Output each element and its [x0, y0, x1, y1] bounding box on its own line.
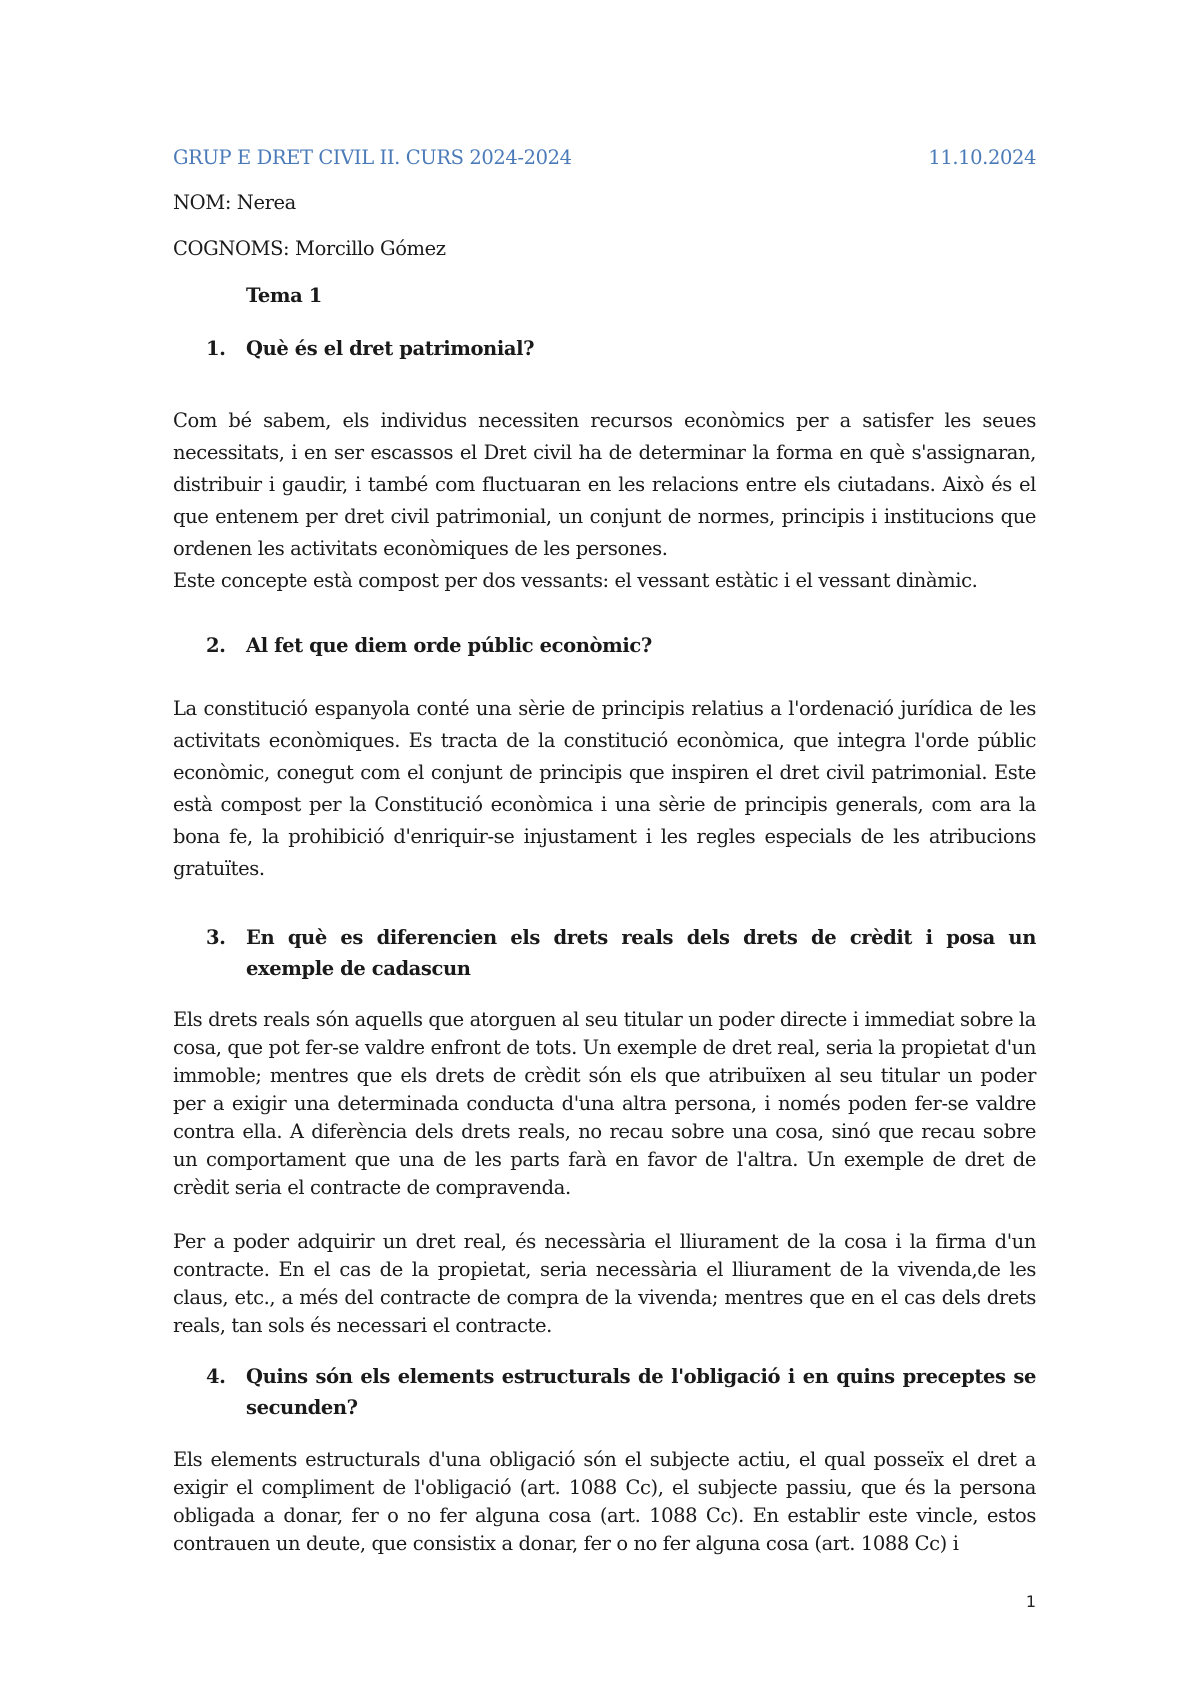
- question-text: En què es diferencien els drets reals dels drets de crèdit i posa un exemple de cadascun: [246, 926, 1036, 980]
- header-date: 11.10.2024: [928, 146, 1036, 169]
- document-header: [173, 146, 1036, 169]
- answer-3-paragraph-1: Els drets reals són aquells que atorguen al seu titular un poder directe i immediat sobre la cosa, que pot fer-se valdre enfront de tots. Un exemple de dret real, seria la propietat d'un immoble; mentres que els drets de crèdit són els que atribuïxen al seu titular un poder per a exigir una determinada conducta d'una altra persona, i només poden fer-se valdre contra ella. A diferència dels drets reals, no recau sobre una cosa, sinó que recau sobre un comportament que una de les parts farà en favor de l'altra. Un exemple de dret de crèdit seria el contracte de compravenda.: [173, 1008, 1036, 1199]
- answer-1-paragraph-2: Este concepte està compost per dos vessants: el vessant estàtic i el vessant dinàmic.: [173, 569, 978, 592]
- question-1: [206, 333, 1036, 364]
- topic-heading: Tema 1: [246, 284, 322, 307]
- student-surnames: COGNOMS: Morcillo Gómez: [173, 237, 446, 260]
- question-4: [206, 1361, 1036, 1423]
- question-number: 3.: [206, 926, 226, 949]
- question-number: 1.: [206, 337, 226, 360]
- question-text: Al fet que diem orde públic econòmic?: [246, 634, 652, 657]
- student-name: NOM: Nerea: [173, 191, 296, 214]
- question-number: 2.: [206, 634, 226, 657]
- question-2: [206, 630, 1036, 661]
- course-title: GRUP E DRET CIVIL II. CURS 2024-2024: [173, 146, 572, 169]
- question-number: 4.: [206, 1365, 226, 1388]
- question-text: Quins són els elements estructurals de l'obligació i en quins preceptes se secunden?: [246, 1365, 1036, 1419]
- page-number: 1: [1025, 1592, 1036, 1611]
- answer-3-paragraph-2: Per a poder adquirir un dret real, és necessària el lliurament de la cosa i la firma d'un contracte. En el cas de la propietat, seria necessària el lliurament de la vivenda,de les claus, etc., a més del contracte de compra de la vivenda; mentres que en el cas dels drets reals, tan sols és necessari el contracte.: [173, 1230, 1036, 1337]
- question-3: [206, 922, 1036, 984]
- answer-2-paragraph-1: La constitució espanyola conté una sèrie de principis relatius a l'ordenació jurídica de les activitats econòmiques. Es tracta de la constitució econòmica, que integra l'orde públic econòmic, conegut com el conjunt de principis que inspiren el dret civil patrimonial. Este està compost per la Constitució econòmica i una sèrie de principis generals, com ara la bona fe, la prohibició d'enriquir-se injustament i les regles especials de les atribucions gratuïtes.: [173, 697, 1036, 880]
- answer-1-paragraph-1: Com bé sabem, els individus necessiten recursos econòmics per a satisfer les seues necessitats, i en ser escassos el Dret civil ha de determinar la forma en què s'assignaran, distribuir i gaudir, i també com fluctuaran en les relacions entre els ciutadans. Això és el que entenem per dret civil patrimonial, un conjunt de normes, principis i institucions que ordenen les activitats econòmiques de les persones.: [173, 409, 1036, 560]
- answer-4-paragraph-1: Els elements estructurals d'una obligació són el subjecte actiu, el qual posseïx el dret a exigir el compliment de l'obligació (art. 1088 Cc), el subjecte passiu, que és la persona obligada a donar, fer o no fer alguna cosa (art. 1088 Cc). En establir este vincle, estos contrauen un deute, que consistix a donar, fer o no fer alguna cosa (art. 1088 Cc) i: [173, 1448, 1036, 1555]
- question-text: Què és el dret patrimonial?: [246, 337, 535, 360]
